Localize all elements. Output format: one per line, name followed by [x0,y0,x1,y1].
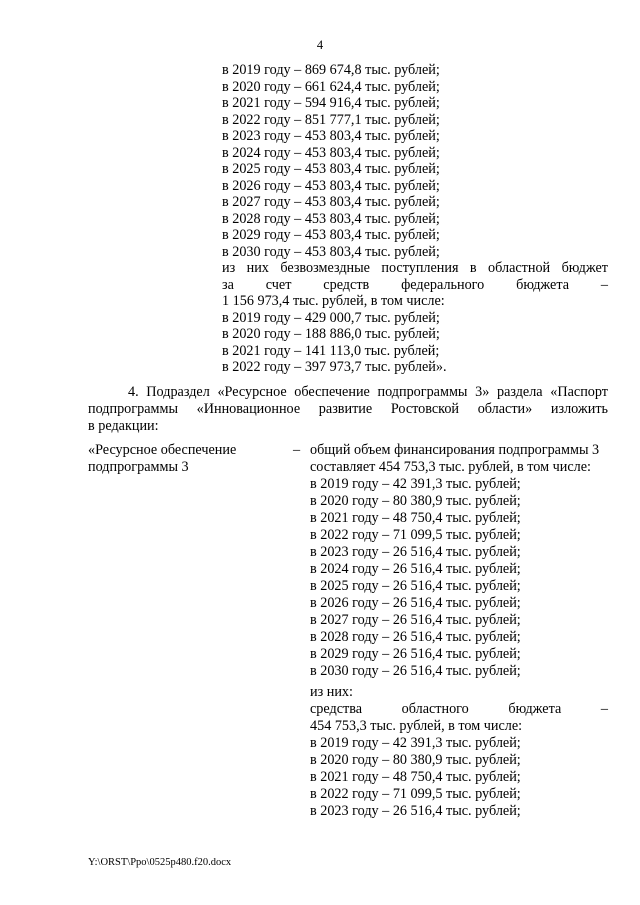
year-line: в 2026 году – 26 516,4 тыс. рублей; [310,595,521,611]
paragraph-4: в редакции: [88,418,159,434]
year-line: в 2028 году – 453 803,4 тыс. рублей; [222,210,440,227]
regional-budget-total: 454 753,3 тыс. рублей, в том числе: [310,718,523,734]
year-line: в 2024 году – 453 803,4 тыс. рублей; [222,144,440,161]
year-line: в 2019 году – 429 000,7 тыс. рублей; [222,309,440,326]
year-line: в 2019 году – 42 391,3 тыс. рублей; [310,476,521,492]
file-path-footer: Y:\ORST\Ppo\0525p480.f20.docx [88,857,232,868]
year-line: в 2028 году – 26 516,4 тыс. рублей; [310,629,521,645]
year-line: в 2027 году – 453 803,4 тыс. рублей; [222,194,440,210]
year-line: в 2019 году – 42 391,3 тыс. рублей; [310,735,521,751]
left-label: подпрограммы 3 [88,459,189,475]
year-line: в 2020 году – 188 886,0 тыс. рублей; [222,326,440,342]
paragraph-4: 4. Подраздел «Ресурсное обеспечение подпрограммы 3» раздела «Паспорт [128,384,608,400]
separator-dash: – [293,442,301,458]
year-line: в 2023 году – 26 516,4 тыс. рублей; [310,803,521,819]
year-line: в 2030 году – 26 516,4 тыс. рублей; [310,663,521,679]
free-receipts-line: из них безвозмездные поступления в областной бюджет [222,260,608,276]
free-receipts-total: 1 156 973,4 тыс. рублей, в том числе: [222,293,445,309]
year-line: в 2029 году – 26 516,4 тыс. рублей; [310,646,521,662]
year-line: в 2022 году – 71 099,5 тыс. рублей; [310,786,521,802]
year-line: в 2025 году – 453 803,4 тыс. рублей; [222,161,440,177]
year-line: в 2024 году – 26 516,4 тыс. рублей; [310,561,521,577]
funding-intro: составляет 454 753,3 тыс. рублей, в том числе: [310,459,591,475]
year-line: в 2021 году – 594 916,4 тыс. рублей; [222,95,440,111]
free-receipts-line: за счет средств федерального бюджета – [222,276,608,293]
year-line: в 2023 году – 26 516,4 тыс. рублей; [310,544,521,560]
year-line: в 2021 году – 141 113,0 тыс. рублей; [222,342,440,359]
year-line: в 2020 году – 80 380,9 тыс. рублей; [310,493,521,509]
year-line: в 2030 году – 453 803,4 тыс. рублей; [222,243,440,260]
funding-intro: общий объем финансирования подпрограммы 3 [310,442,600,458]
year-line: в 2019 году – 869 674,8 тыс. рублей; [222,62,440,78]
of-them-label: из них: [310,684,353,700]
year-line: в 2020 году – 80 380,9 тыс. рублей; [310,752,521,768]
year-line: в 2020 году – 661 624,4 тыс. рублей; [222,78,440,95]
year-line: в 2021 году – 48 750,4 тыс. рублей; [310,510,521,526]
year-line: в 2026 году – 453 803,4 тыс. рублей; [222,177,440,194]
paragraph-4: подпрограммы «Инновационное развитие Ростовской области» изложить [88,401,608,417]
left-label: «Ресурсное обеспечение [88,442,237,458]
year-line: в 2021 году – 48 750,4 тыс. рублей; [310,769,521,785]
page-number: 4 [316,38,324,52]
year-line: в 2025 году – 26 516,4 тыс. рублей; [310,578,521,594]
year-line: в 2022 году – 71 099,5 тыс. рублей; [310,527,521,543]
year-line: в 2029 году – 453 803,4 тыс. рублей; [222,227,440,243]
year-line: в 2022 году – 397 973,7 тыс. рублей». [222,359,447,375]
regional-budget-line: средства областного бюджета – [310,701,608,717]
year-line: в 2023 году – 453 803,4 тыс. рублей; [222,128,440,144]
year-line: в 2022 году – 851 777,1 тыс. рублей; [222,111,440,128]
year-line: в 2027 году – 26 516,4 тыс. рублей; [310,612,521,628]
